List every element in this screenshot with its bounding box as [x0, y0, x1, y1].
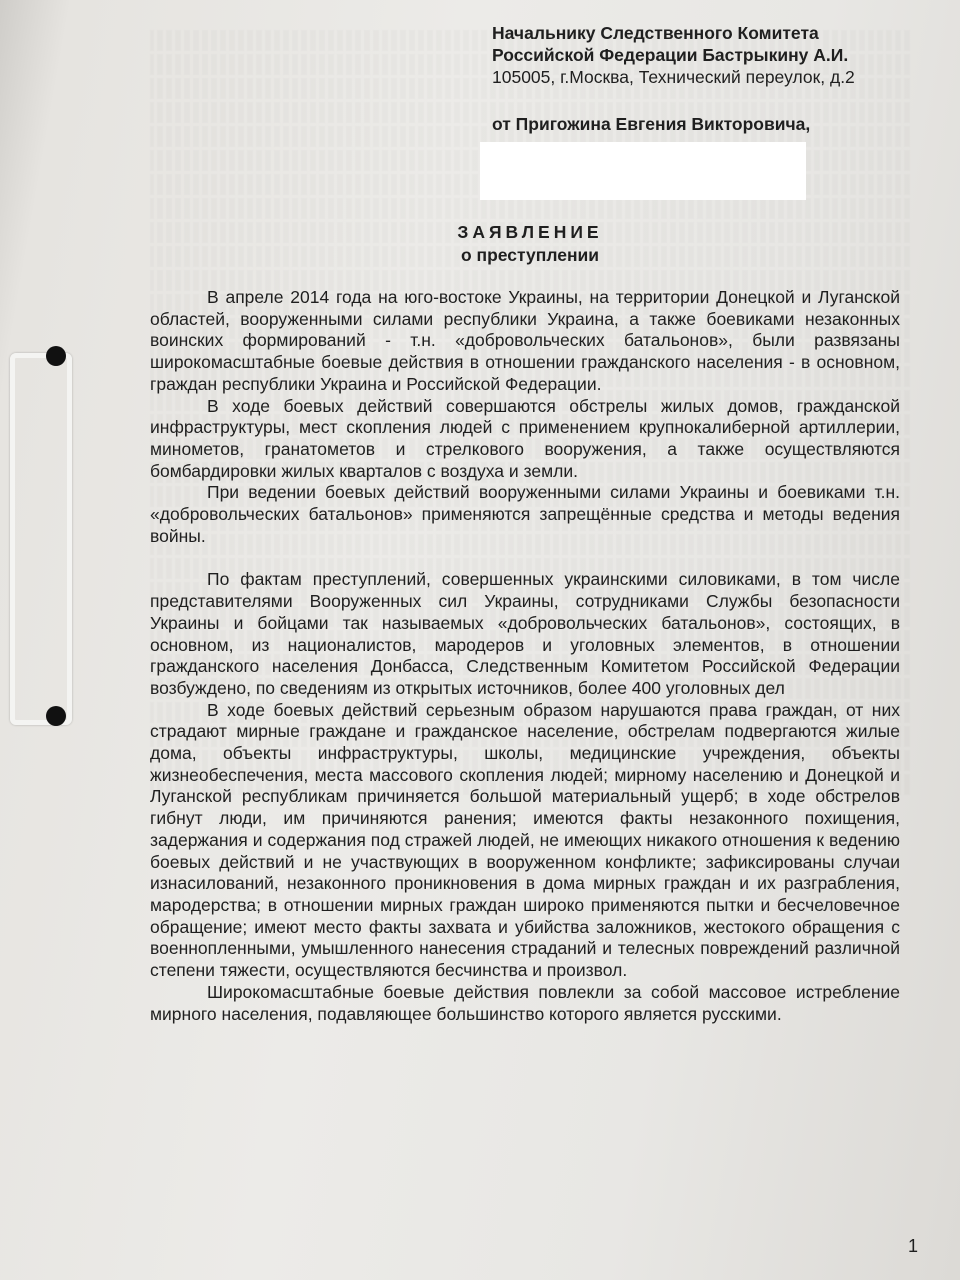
page-number: 1 [908, 1236, 919, 1256]
addressee-line-1: Начальнику Следственного Комитета [492, 23, 819, 43]
paragraph-1: В апреле 2014 года на юго-востоке Украины, на территории Донецкой и Луганской областей, вооруженными силами республики Украина, а также боевиками незаконных воинских формирований - т.н. «добровольческих батальонов», были развязаны широкомасштабные боевые действия в отношении гражданского населения - в основном, граждан республики Украина и Российской Федерации. [150, 287, 900, 394]
document-title: ЗАЯВЛЕНИЕ [457, 222, 603, 242]
binding-string [10, 353, 72, 725]
redaction-box [480, 142, 806, 200]
sender-line: от Пригожина Евгения Викторовича, [492, 114, 811, 134]
paragraph-6: Широкомасштабные боевые действия повлекли за собой массовое истребление мирного населения, подавляющее большинство которого является русскими. [150, 981, 900, 1024]
addressee-line-2: Российской Федерации Бастрыкину А.И. [492, 45, 849, 65]
addressee-address: 105005, г.Москва, Технический переулок, д.2 [492, 67, 855, 87]
paragraph-2: В ходе боевых действий совершаются обстрелы жилых домов, гражданской инфраструктуры, мест скопления людей с применением крупнокалиберной артиллерии, минометов, гранатометов и стрелкового вооружения, а также осуществляются бомбардировки жилых кварталов с воздуха и земли. [150, 395, 900, 481]
binding-hole-top [46, 346, 66, 366]
binding-hole-bottom [46, 706, 66, 726]
paragraph-5: В ходе боевых действий серьезным образом нарушаются права граждан, от них страдают мирные граждане и гражданское население, обстрелам подвергаются жилые дома, объекты инфраструктуры, школы, медицинские учреждения, объекты жизнеобеспечения, места массового скопления людей; мирному населению и Донецкой и Луганской республикам причиняется большой материальный ущерб; в ходе обстрелов гибнут люди, им причиняются ранения; имеются факты незаконного похищения, задержания и содержания под стражей людей, не имеющих никакого отношения к ведению боевых действий и не участвующих в вооруженном конфликте; зафиксированы случаи изнасилований, незаконного проникновения в дома мирных граждан и их разграбления, мародерства; в отношении мирных граждан широко применяются пытки и бесчеловечное обращение; имеют место факты захвата и убийства заложников, жестокого обращения с военнопленными, умышленного нанесения страданий и телесных повреждений различной степени тяжести, осуществляются бесчинства и произвол. [150, 699, 900, 981]
document-body [150, 287, 900, 1025]
paragraph-4: По фактам преступлений, совершенных украинскими силовиками, в том числе представителями Вооруженных сил Украины, сотрудниками Службы безопасности Украины и бойцами так называемых «добровольческих батальонов», состоящих, в основном, из националистов, мародеров и уголовных элементов, в отношении гражданского населения Донбасса, Следственным Комитетом Российской Федерации возбуждено, по сведениям из открытых источников, более 400 уголовных дел [150, 569, 900, 698]
paragraph-3: При ведении боевых действий вооруженными силами Украины и боевиками т.н. «добровольческих батальонов» применяются запрещённые средства и методы ведения войны. [150, 482, 900, 546]
document-subtitle: о преступлении [460, 245, 600, 265]
addressee-block [492, 22, 942, 88]
